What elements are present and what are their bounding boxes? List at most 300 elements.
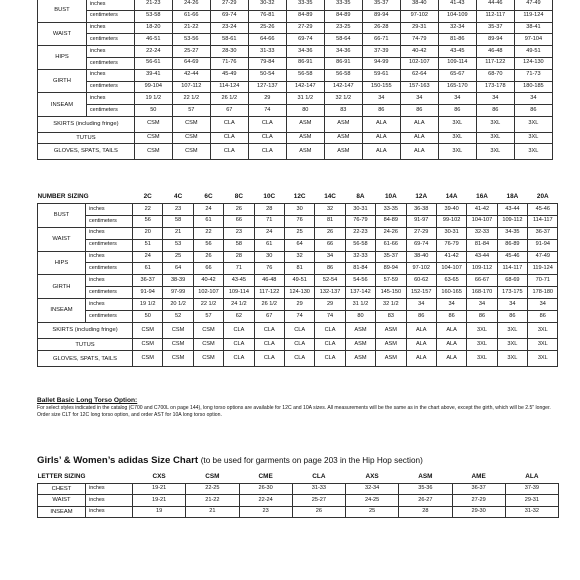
- cell: 22: [133, 204, 163, 216]
- cell: 91-94: [528, 239, 558, 251]
- cell: 26: [292, 506, 345, 517]
- cell: 66: [193, 263, 223, 275]
- chest-label: CHEST: [38, 483, 86, 494]
- cell: 25-27: [292, 495, 345, 506]
- cell: 21-23: [134, 0, 172, 10]
- cell: 50: [134, 105, 172, 117]
- cell: 117-122: [476, 57, 514, 69]
- unit-inches: inches: [86, 275, 133, 287]
- cell: ASM: [345, 339, 375, 351]
- cell: 124-130: [514, 57, 552, 69]
- cell: ASM: [324, 144, 362, 160]
- cell: 46-48: [476, 46, 514, 58]
- tutus-row: [38, 339, 558, 351]
- cell: 102-107: [400, 57, 438, 69]
- cell: 27-29: [286, 22, 324, 34]
- bust-cm-row: [38, 215, 558, 227]
- cell: 50-54: [248, 69, 286, 81]
- cell: 74: [284, 311, 314, 323]
- cell: CLA: [315, 339, 345, 351]
- cell: 32 1/2: [376, 299, 406, 311]
- unit-centimeters: centimeters: [86, 239, 133, 251]
- cell: 91-97: [406, 215, 436, 227]
- bust-label: BUST: [38, 0, 87, 22]
- cell: 19: [133, 506, 186, 517]
- cell: 119-124: [528, 263, 558, 275]
- cell: 3XL: [467, 339, 497, 351]
- cell: CSM: [134, 144, 172, 160]
- cell: 34: [528, 299, 558, 311]
- size-header: CLA: [292, 472, 345, 483]
- cell: 150-155: [362, 81, 400, 93]
- cell: 61-66: [172, 10, 210, 22]
- cell: CSM: [172, 132, 210, 144]
- cell: 22 1/2: [172, 93, 210, 105]
- cell: ASM: [324, 132, 362, 144]
- cell: 43-44: [467, 251, 497, 263]
- cell: 173-178: [476, 81, 514, 93]
- cell: 22: [193, 227, 223, 239]
- cell: 112-117: [476, 10, 514, 22]
- cell: 86: [400, 105, 438, 117]
- cell: CSM: [163, 350, 193, 366]
- cell: 114-124: [210, 81, 248, 93]
- adidas-chart-subtitle: (to be used for garments on page 203 in the Hip Hop section): [200, 456, 423, 465]
- cell: 86: [362, 105, 400, 117]
- cell: 109-114: [438, 57, 476, 69]
- cell: 142-147: [324, 81, 362, 93]
- cell: 54-56: [345, 275, 375, 287]
- cell: CSM: [193, 350, 223, 366]
- unit-inches: inches: [86, 93, 134, 105]
- cell: ASM: [345, 350, 375, 366]
- unit-inches: inches: [86, 0, 134, 10]
- cell: 33-35: [286, 0, 324, 10]
- inseam-label: INSEAM: [38, 506, 86, 517]
- cell: 20 1/2: [163, 299, 193, 311]
- cell: 56: [193, 239, 223, 251]
- hips-cm-row: [38, 263, 558, 275]
- girth-label: GIRTH: [38, 69, 87, 93]
- cell: 124-130: [284, 287, 314, 299]
- cell: ASM: [345, 322, 375, 338]
- cell: 66-67: [467, 275, 497, 287]
- hips-inches-row: [38, 46, 553, 58]
- cell: 36-38: [406, 204, 436, 216]
- waist-row: [38, 495, 559, 506]
- size-header: CSM: [186, 472, 239, 483]
- cell: 102-107: [193, 287, 223, 299]
- cell: 39-41: [134, 69, 172, 81]
- cell: 3XL: [528, 339, 558, 351]
- cell: ALA: [406, 322, 436, 338]
- cell: 3XL: [528, 350, 558, 366]
- girth-inches-row: [38, 275, 558, 287]
- cell: 3XL: [528, 322, 558, 338]
- cell: 80: [286, 105, 324, 117]
- cell: 86-91: [286, 57, 324, 69]
- cell: 178-180: [528, 287, 558, 299]
- cell: 81-84: [467, 239, 497, 251]
- size-header: 14C: [324, 192, 336, 200]
- cell: 30-32: [248, 0, 286, 10]
- cell: 86-89: [497, 239, 527, 251]
- cell: 3XL: [467, 350, 497, 366]
- cell: 58-61: [210, 34, 248, 46]
- cell: 86: [315, 263, 345, 275]
- cell: 76-81: [248, 10, 286, 22]
- cell: ALA: [362, 116, 400, 132]
- cell: 21: [186, 506, 239, 517]
- cell: 3XL: [514, 132, 552, 144]
- cell: 37-39: [505, 483, 558, 494]
- cell: 60-62: [406, 275, 436, 287]
- size-header: 8C: [234, 192, 243, 200]
- cell: 29-30: [452, 506, 505, 517]
- cell: 19-21: [133, 483, 186, 494]
- letter-sizing-label: LETTER SIZING: [38, 472, 133, 483]
- cell: 38-40: [400, 0, 438, 10]
- unit-centimeters: centimeters: [86, 81, 134, 93]
- cell: 86: [467, 311, 497, 323]
- unit-inches: inches: [86, 22, 134, 34]
- cell: 29: [315, 299, 345, 311]
- cell: CSM: [172, 116, 210, 132]
- cell: 84-89: [376, 215, 406, 227]
- cell: 30: [284, 204, 314, 216]
- cell: 3XL: [514, 116, 552, 132]
- gloves-row: [38, 144, 553, 160]
- cell: 32-33: [467, 227, 497, 239]
- cell: 76: [254, 263, 284, 275]
- cell: CLA: [224, 350, 254, 366]
- cell: 157-163: [400, 81, 438, 93]
- cell: 56: [133, 215, 163, 227]
- size-header: 4C: [174, 192, 183, 200]
- cell: 19 1/2: [133, 299, 163, 311]
- cell: CLA: [248, 144, 286, 160]
- cell: 28: [224, 251, 254, 263]
- cell: 22-23: [345, 227, 375, 239]
- cell: 36-37: [452, 483, 505, 494]
- cell: 26-30: [239, 483, 292, 494]
- girth-inches-row: [38, 69, 553, 81]
- cell: 26 1/2: [210, 93, 248, 105]
- size-header: ASM: [399, 472, 452, 483]
- cell: 24: [133, 251, 163, 263]
- cell: 64: [284, 239, 314, 251]
- cell: 56-58: [324, 69, 362, 81]
- cell: 61-66: [376, 239, 406, 251]
- cell: CLA: [224, 339, 254, 351]
- cell: 142-147: [286, 81, 324, 93]
- hips-label: HIPS: [38, 251, 86, 275]
- cell: 3XL: [467, 322, 497, 338]
- cell: 24-25: [346, 495, 399, 506]
- cell: 40-42: [193, 275, 223, 287]
- cell: 84-89: [286, 10, 324, 22]
- cell: 84-89: [324, 10, 362, 22]
- cell: 99-104: [134, 81, 172, 93]
- cell: 109-114: [224, 287, 254, 299]
- cell: ALA: [400, 144, 438, 160]
- cell: 31-33: [248, 46, 286, 58]
- cell: 25: [163, 251, 193, 263]
- cell: 34: [362, 93, 400, 105]
- cell: 31-33: [292, 483, 345, 494]
- cell: CSM: [133, 322, 163, 338]
- cell: 26-27: [399, 495, 452, 506]
- cell: 35-36: [399, 483, 452, 494]
- cell: 97-102: [406, 263, 436, 275]
- cell: ASM: [286, 132, 324, 144]
- cell: 41-42: [436, 251, 466, 263]
- cell: 173-175: [497, 287, 527, 299]
- cell: 45-49: [210, 69, 248, 81]
- cell: ALA: [406, 350, 436, 366]
- cell: 52-54: [315, 275, 345, 287]
- cell: 22-24: [239, 495, 292, 506]
- cell: ALA: [362, 144, 400, 160]
- cell: CLA: [210, 116, 248, 132]
- cell: CLA: [315, 322, 345, 338]
- size-header: 20A: [536, 192, 549, 200]
- cell: 53-58: [134, 10, 172, 22]
- cell: 79-84: [248, 57, 286, 69]
- cell: 29-31: [400, 22, 438, 34]
- cell: CLA: [284, 322, 314, 338]
- letter-size-chart: [37, 0, 553, 160]
- cell: CLA: [284, 339, 314, 351]
- cell: 42-44: [172, 69, 210, 81]
- cell: 57-59: [376, 275, 406, 287]
- size-header: 16A: [476, 192, 488, 200]
- unit-inches: inches: [86, 299, 133, 311]
- waist-inches-row: [38, 22, 553, 34]
- cell: CLA: [248, 132, 286, 144]
- cell: 46-51: [134, 34, 172, 46]
- cell: 86: [528, 311, 558, 323]
- cell: 34-36: [324, 46, 362, 58]
- inseam-label: INSEAM: [38, 93, 87, 117]
- cell: 49-51: [284, 275, 314, 287]
- cell: CLA: [254, 322, 284, 338]
- cell: 19 1/2: [134, 93, 172, 105]
- inseam-row: [38, 506, 559, 517]
- cell: 41-42: [467, 204, 497, 216]
- cell: 19-21: [133, 495, 186, 506]
- cell: 180-185: [514, 81, 552, 93]
- cell: 24-26: [376, 227, 406, 239]
- inseam-cm-row: [38, 105, 553, 117]
- cell: 53: [163, 239, 193, 251]
- cell: 168-170: [467, 287, 497, 299]
- cell: 65-67: [438, 69, 476, 81]
- unit-centimeters: centimeters: [86, 311, 133, 323]
- cell: 89-94: [476, 34, 514, 46]
- gloves-row: [38, 350, 558, 366]
- cell: 3XL: [497, 339, 527, 351]
- cell: 63-65: [436, 275, 466, 287]
- cell: 3XL: [497, 350, 527, 366]
- cell: 30-31: [436, 227, 466, 239]
- cell: 22-25: [186, 483, 239, 494]
- cell: 43-44: [497, 204, 527, 216]
- cell: ASM: [376, 322, 406, 338]
- cell: 86: [406, 311, 436, 323]
- cell: 32-33: [345, 251, 375, 263]
- girth-cm-row: [38, 287, 558, 299]
- unit-centimeters: centimeters: [86, 105, 134, 117]
- cell: CLA: [224, 322, 254, 338]
- cell: 3XL: [514, 144, 552, 160]
- cell: 23: [163, 204, 193, 216]
- cell: ALA: [436, 322, 466, 338]
- cell: 38-41: [514, 22, 552, 34]
- cell: 104-109: [438, 10, 476, 22]
- cell: 18-20: [134, 22, 172, 34]
- cell: 21: [163, 227, 193, 239]
- skirts-label: SKIRTS (including fringe): [38, 322, 133, 338]
- cell: 24: [193, 204, 223, 216]
- cell: CLA: [210, 144, 248, 160]
- cell: 69-74: [406, 239, 436, 251]
- cell: 70-71: [528, 275, 558, 287]
- cell: 3XL: [476, 132, 514, 144]
- cell: 40-42: [400, 46, 438, 58]
- cell: 34: [436, 299, 466, 311]
- cell: CSM: [133, 339, 163, 351]
- cell: 127-137: [248, 81, 286, 93]
- cell: 26: [193, 251, 223, 263]
- cell: CSM: [193, 322, 223, 338]
- cell: 165-170: [438, 81, 476, 93]
- cell: 66-71: [362, 34, 400, 46]
- cell: 86: [476, 105, 514, 117]
- cell: CSM: [134, 116, 172, 132]
- hips-cm-row: [38, 57, 553, 69]
- unit-inches: inches: [86, 495, 133, 506]
- cell: 86: [497, 311, 527, 323]
- cell: 97-102: [400, 10, 438, 22]
- cell: 83: [324, 105, 362, 117]
- cell: 35-37: [476, 22, 514, 34]
- cell: 66: [315, 239, 345, 251]
- unit-centimeters: centimeters: [86, 34, 134, 46]
- unit-inches: inches: [86, 69, 134, 81]
- cell: 76-79: [436, 239, 466, 251]
- hips-label: HIPS: [38, 46, 87, 70]
- long-torso-note-body: For select styles indicated in the catalog (C700 and C700L on page 144), long torso options are available for 12C and 10A sizes. All measurements will be the same as in the chart above, except the girth, which will be 2.5" longer. Order size CLT for 12C long torso option, and order AST for 10A long torso option.: [37, 405, 551, 419]
- cell: 30: [254, 251, 284, 263]
- cell: 81-86: [438, 34, 476, 46]
- cell: CSM: [163, 339, 193, 351]
- size-header: AME: [452, 472, 505, 483]
- cell: 152-157: [406, 287, 436, 299]
- cell: 25: [346, 506, 399, 517]
- size-header: ALA: [505, 472, 558, 483]
- unit-centimeters: centimeters: [86, 10, 134, 22]
- cell: ASM: [324, 116, 362, 132]
- waist-label: WAIST: [38, 22, 87, 46]
- cell: 36-37: [528, 227, 558, 239]
- unit-inches: inches: [86, 227, 133, 239]
- cell: 21-22: [186, 495, 239, 506]
- unit-inches: inches: [86, 204, 133, 216]
- cell: 62-64: [400, 69, 438, 81]
- cell: ALA: [362, 132, 400, 144]
- unit-inches: inches: [86, 506, 133, 517]
- cell: 145-150: [376, 287, 406, 299]
- cell: 58-64: [324, 34, 362, 46]
- cell: 23: [239, 506, 292, 517]
- cell: 43-45: [224, 275, 254, 287]
- cell: 104-107: [467, 215, 497, 227]
- cell: 3XL: [438, 116, 476, 132]
- cell: 27-29: [452, 495, 505, 506]
- cell: 43-45: [438, 46, 476, 58]
- cell: 137-142: [345, 287, 375, 299]
- cell: 64: [163, 263, 193, 275]
- size-header: AXS: [346, 472, 399, 483]
- cell: 74-79: [400, 34, 438, 46]
- cell: 31 1/2: [286, 93, 324, 105]
- cell: 34: [467, 299, 497, 311]
- cell: 30-31: [345, 204, 375, 216]
- cell: CLA: [315, 350, 345, 366]
- cell: 66: [224, 215, 254, 227]
- cell: ALA: [436, 339, 466, 351]
- cell: 61: [133, 263, 163, 275]
- cell: 35-37: [376, 251, 406, 263]
- cell: 76-79: [345, 215, 375, 227]
- cell: 74: [315, 311, 345, 323]
- cell: 57: [172, 105, 210, 117]
- cell: CSM: [134, 132, 172, 144]
- cell: 46-48: [254, 275, 284, 287]
- cell: 56-61: [134, 57, 172, 69]
- cell: 132-137: [315, 287, 345, 299]
- tutus-row: [38, 132, 553, 144]
- cell: 27-29: [210, 0, 248, 10]
- cell: 34: [400, 93, 438, 105]
- number-sizing-label: NUMBER SIZING: [37, 192, 89, 200]
- cell: 22-24: [134, 46, 172, 58]
- cell: 160-165: [436, 287, 466, 299]
- bust-inches-row: [38, 0, 553, 10]
- cell: 34: [514, 93, 552, 105]
- waist-cm-row: [38, 34, 553, 46]
- cell: 45-46: [528, 204, 558, 216]
- cell: 74: [248, 105, 286, 117]
- cell: 80: [345, 311, 375, 323]
- cell: CSM: [172, 144, 210, 160]
- cell: 37-39: [362, 46, 400, 58]
- cell: 36-37: [133, 275, 163, 287]
- size-header: 10C: [263, 192, 276, 200]
- cell: 81: [315, 215, 345, 227]
- cell: 26: [315, 227, 345, 239]
- cell: 89-94: [362, 10, 400, 22]
- cell: 38-39: [163, 275, 193, 287]
- size-header: 12C: [293, 192, 306, 200]
- size-header: 8A: [356, 192, 365, 200]
- long-torso-note-title: Ballet Basic Long Torso Option:: [37, 397, 138, 404]
- cell: 47-49: [514, 0, 552, 10]
- cell: 68-69: [497, 275, 527, 287]
- cell: 31 1/2: [345, 299, 375, 311]
- cell: 86-91: [324, 57, 362, 69]
